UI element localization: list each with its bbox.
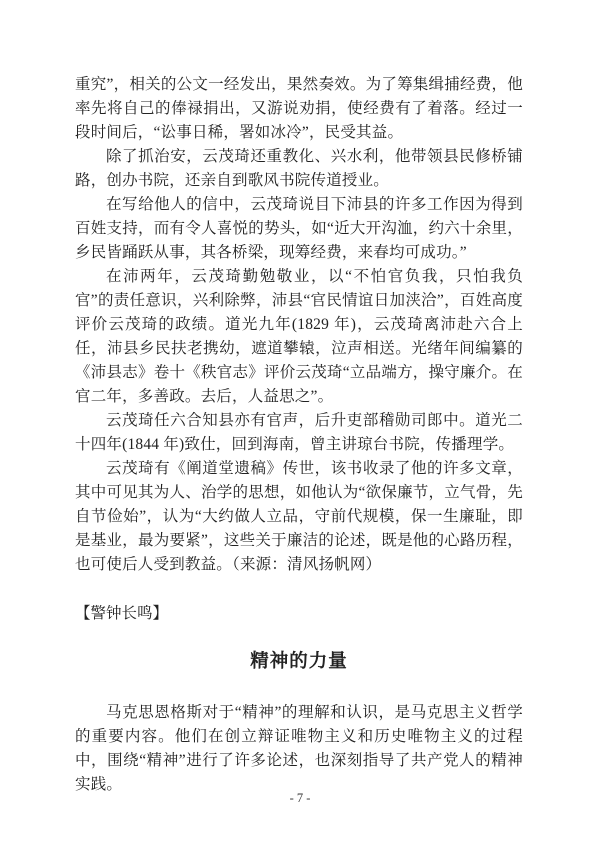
body-paragraph: 马克思恩格斯对于“精神”的理解和认识，是马克思主义哲学的重要内容。他们在创立辩证唯物主义和历史唯物主义的过程中，围绕“精神”进行了许多论述，也深刻指导了共产党人的精神实践。 — [75, 704, 523, 793]
body-paragraph: 除了抓治安，云茂琦还重教化、兴水利，他带领县民修桥铺路，创办书院，还亲自到歌风书院传道授业。 — [75, 148, 523, 189]
page-content — [75, 73, 523, 797]
body-paragraph: 在沛两年，云茂琦勤勉敬业，以“不怕官负我，只怕我负官”的责任意识，兴利除弊，沛县“官民情谊日加浃洽”，百姓高度评价云茂琦的政绩。道光九年(1829 年)，云茂琦离沛赴六合上任，沛县乡民扶老携幼，遮道攀辕，泣声相送。光绪年间编纂的《沛县志》卷十《秩官志》评价云茂琦“立品端方，操守廉介。在官二年，多善政。去后，人益思之”。 — [75, 268, 523, 405]
body-paragraph: 云茂琦任六合知县亦有官声，后升吏部稽勋司郎中。道光二十四年(1844 年)致仕，回到海南，曾主讲琼台书院，传播理学。 — [75, 412, 523, 453]
body-paragraph-continuation: 重究”，相关的公文一经发出，果然奏效。为了筹集缉捕经费，他率先将自己的俸禄捐出，又游说劝捐，使经费有了着落。经过一段时间后，“讼事日稀，署如冰冷”，民受其益。 — [75, 76, 523, 141]
body-paragraph: 云茂琦有《阐道堂遗稿》传世，该书收录了他的许多文章，其中可见其为人、治学的思想，如他认为“欲保廉节，立气骨，先自节俭始”，认为“大约做人立品，守前代规模，保一生廉耻，即是基业，最为要紧”，这些关于廉洁的论述，既是他的心路历程，也可使后人受到教益。（来源：清风扬帆网） — [75, 460, 523, 573]
article-title: 精神的力量 — [250, 652, 348, 672]
body-paragraph: 在写给他人的信中，云茂琦说目下沛县的许多工作因为得到百姓支持，而有令人喜悦的势头，如“近大开沟洫，约六十余里，乡民皆踊跃从事，其各桥梁，现筹经费，来春均可成功。” — [75, 196, 523, 261]
section-header: 【警钟长鸣】 — [75, 605, 169, 622]
page-number: - 7 - — [289, 791, 311, 805]
